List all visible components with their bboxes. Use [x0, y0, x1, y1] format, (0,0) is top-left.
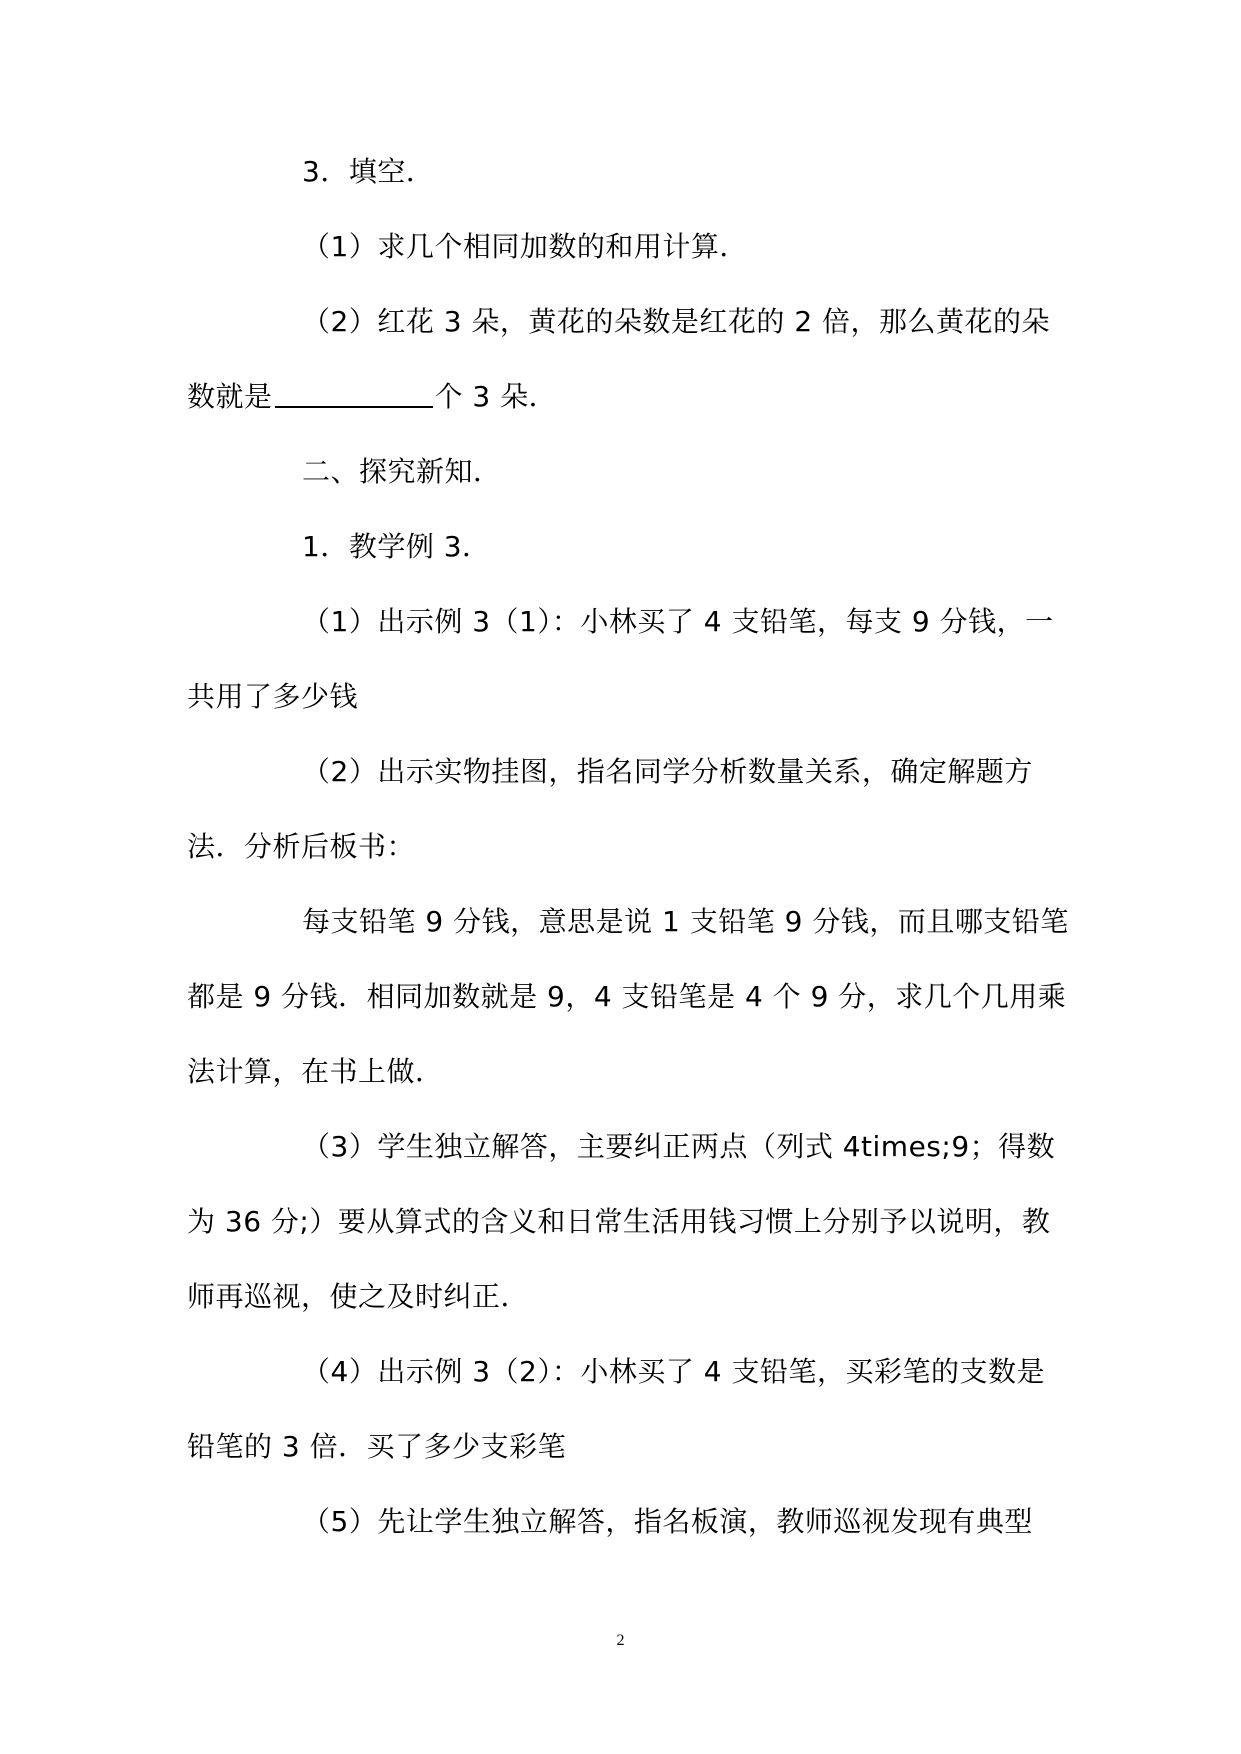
section-heading: 二、探究新知．	[302, 455, 502, 488]
question-2-text-before-blank: 数就是	[187, 380, 273, 413]
subsection-heading: 1．教学例 3．	[302, 530, 491, 563]
step-1-line-1: （1）出示例 3（1）：小林买了 4 支铅笔，每支 9 分钱，一	[302, 605, 1054, 638]
step-1-line-2: 共用了多少钱	[187, 680, 359, 713]
step-5-line-1: （5）先让学生独立解答，指名板演，教师巡视发现有典型	[302, 1505, 1033, 1538]
question-1: （1）求几个相同加数的和用计算．	[302, 230, 748, 263]
board-note-line-3: 法计算，在书上做．	[187, 1055, 444, 1088]
question-2-line-1: （2）红花 3 朵，黄花的朵数是红花的 2 倍，那么黄花的朵	[302, 305, 1051, 338]
step-3-line-2: 为 36 分;）要从算式的含义和日常生活用钱习惯上分别予以说明，教	[187, 1205, 1051, 1238]
step-4-line-2: 铅笔的 3 倍．买了多少支彩笔	[187, 1430, 567, 1463]
page-number: 2	[616, 1632, 625, 1649]
board-note-line-2: 都是 9 分钱．相同加数就是 9，4 支铅笔是 4 个 9 分，求几个几用乘	[187, 980, 1067, 1013]
step-2-line-2: 法．分析后板书：	[187, 830, 416, 863]
answer-blank	[275, 378, 433, 408]
step-3-line-1: （3）学生独立解答，主要纠正两点（列式 4times;9；得数	[302, 1130, 1056, 1163]
step-4-line-1: （4）出示例 3（2）：小林买了 4 支铅笔，买彩笔的支数是	[302, 1355, 1045, 1388]
board-note-line-1: 每支铅笔 9 分钱，意思是说 1 支铅笔 9 分钱，而且哪支铅笔	[302, 905, 1069, 938]
question-2-text-after-blank: 个 3 朵．	[434, 380, 558, 413]
fill-blank-heading: 3．填空．	[302, 155, 435, 188]
question-2-line-2	[187, 377, 557, 417]
step-2-line-1: （2）出示实物挂图，指名同学分析数量关系，确定解题方	[302, 755, 1033, 788]
step-3-line-3: 师再巡视，使之及时纠正．	[187, 1280, 530, 1313]
